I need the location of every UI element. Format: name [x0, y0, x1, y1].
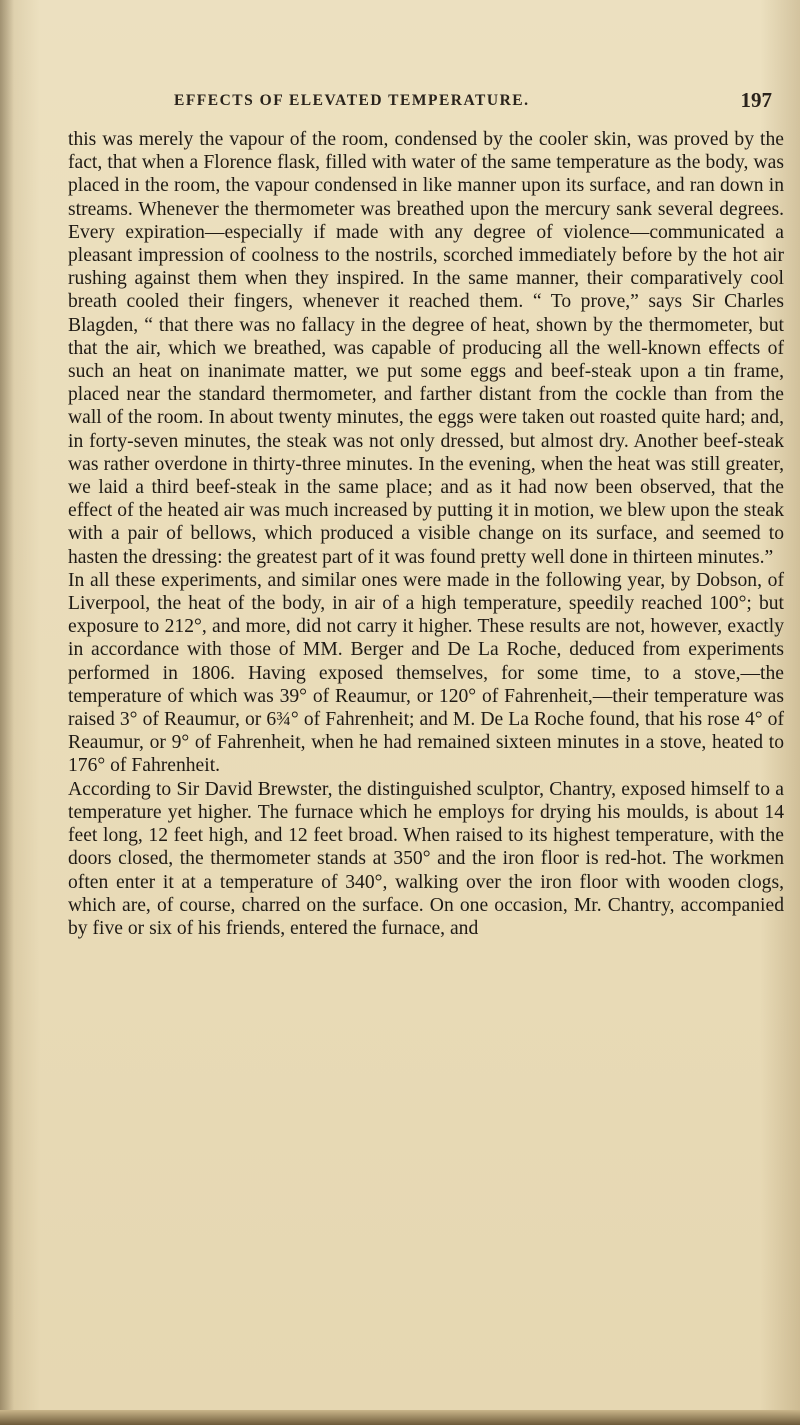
body-text	[68, 128, 784, 940]
page-number: 197	[740, 88, 772, 112]
page-header	[150, 88, 780, 118]
paragraph-1: this was merely the vapour of the room, condensed by the cooler skin, was proved by the fact, that when a Florence flask, filled with water of the same temperature as the body, was placed in the room, the vapour condensed in like manner upon its surface, and ran down in streams. Whenever the thermometer was breathed upon the mercury sank several degrees. Every expiration—especially if made with any degree of violence—communicated a pleasant impression of coolness to the nostrils, scorched immediately before by the hot air rushing against them when they inspired. In the same manner, their comparatively cool breath cooled their fingers, whenever it reached them. “ To prove,” says Sir Charles Blagden, “ that there was no fallacy in the degree of heat, shown by the thermometer, but that the air, which we breathed, was capable of producing all the well-known effects of such an heat on inanimate matter, we put some eggs and beef-steak upon a tin frame, placed near the standard thermometer, and farther distant from the cockle than from the wall of the room. In about twenty minutes, the eggs were taken out roasted quite hard; and, in forty-seven minutes, the steak was not only dressed, but almost dry. Another beef-steak was rather overdone in thirty-three minutes. In the evening, when the heat was still greater, we laid a third beef-steak in the same place; and as it had now been observed, that the effect of the heated air was much increased by putting it in motion, we blew upon the steak with a pair of bellows, which produced a visible change on its surface, and seemed to hasten the dressing: the greatest part of it was found pretty well done in thirteen minutes.”	[68, 129, 784, 568]
running-title: EFFECTS OF ELEVATED TEMPERATURE.	[174, 92, 530, 109]
paragraph-2: In all these experiments, and similar ones were made in the following year, by Dobson, of Liverpool, the heat of the body, in air of a high temperature, speedily reached 100°; but exposure to 212°, and more, did not carry it higher. These results are not, however, exactly in accordance with those of MM. Berger and De La Roche, deduced from experiments performed in 1806. Having exposed themselves, for some time, to a stove,—the temperature of which was 39° of Reaumur, or 120° of Fahrenheit,—their temperature was raised 3° of Reaumur, or 6¾° of Fahrenheit; and M. De La Roche found, that his rose 4° of Reaumur, or 9° of Fahrenheit, when he had remained sixteen minutes in a stove, heated to 176° of Fahrenheit.	[68, 569, 784, 777]
paragraph-3: According to Sir David Brewster, the distinguished sculptor, Chantry, exposed himself to a temperature yet higher. The furnace which he employs for drying his moulds, is about 14 feet long, 12 feet high, and 12 feet broad. When raised to its highest temperature, with the doors closed, the thermometer stands at 350° and the iron floor is red-hot. The workmen often enter it at a temperature of 340°, walking over the iron floor with wooden clogs, which are, of course, charred on the surface. On one occasion, Mr. Chantry, accompanied by five or six of his friends, entered the furnace, and	[68, 778, 784, 939]
page-gutter-shadow	[0, 0, 14, 1425]
page-bottom-edge	[0, 1410, 800, 1425]
